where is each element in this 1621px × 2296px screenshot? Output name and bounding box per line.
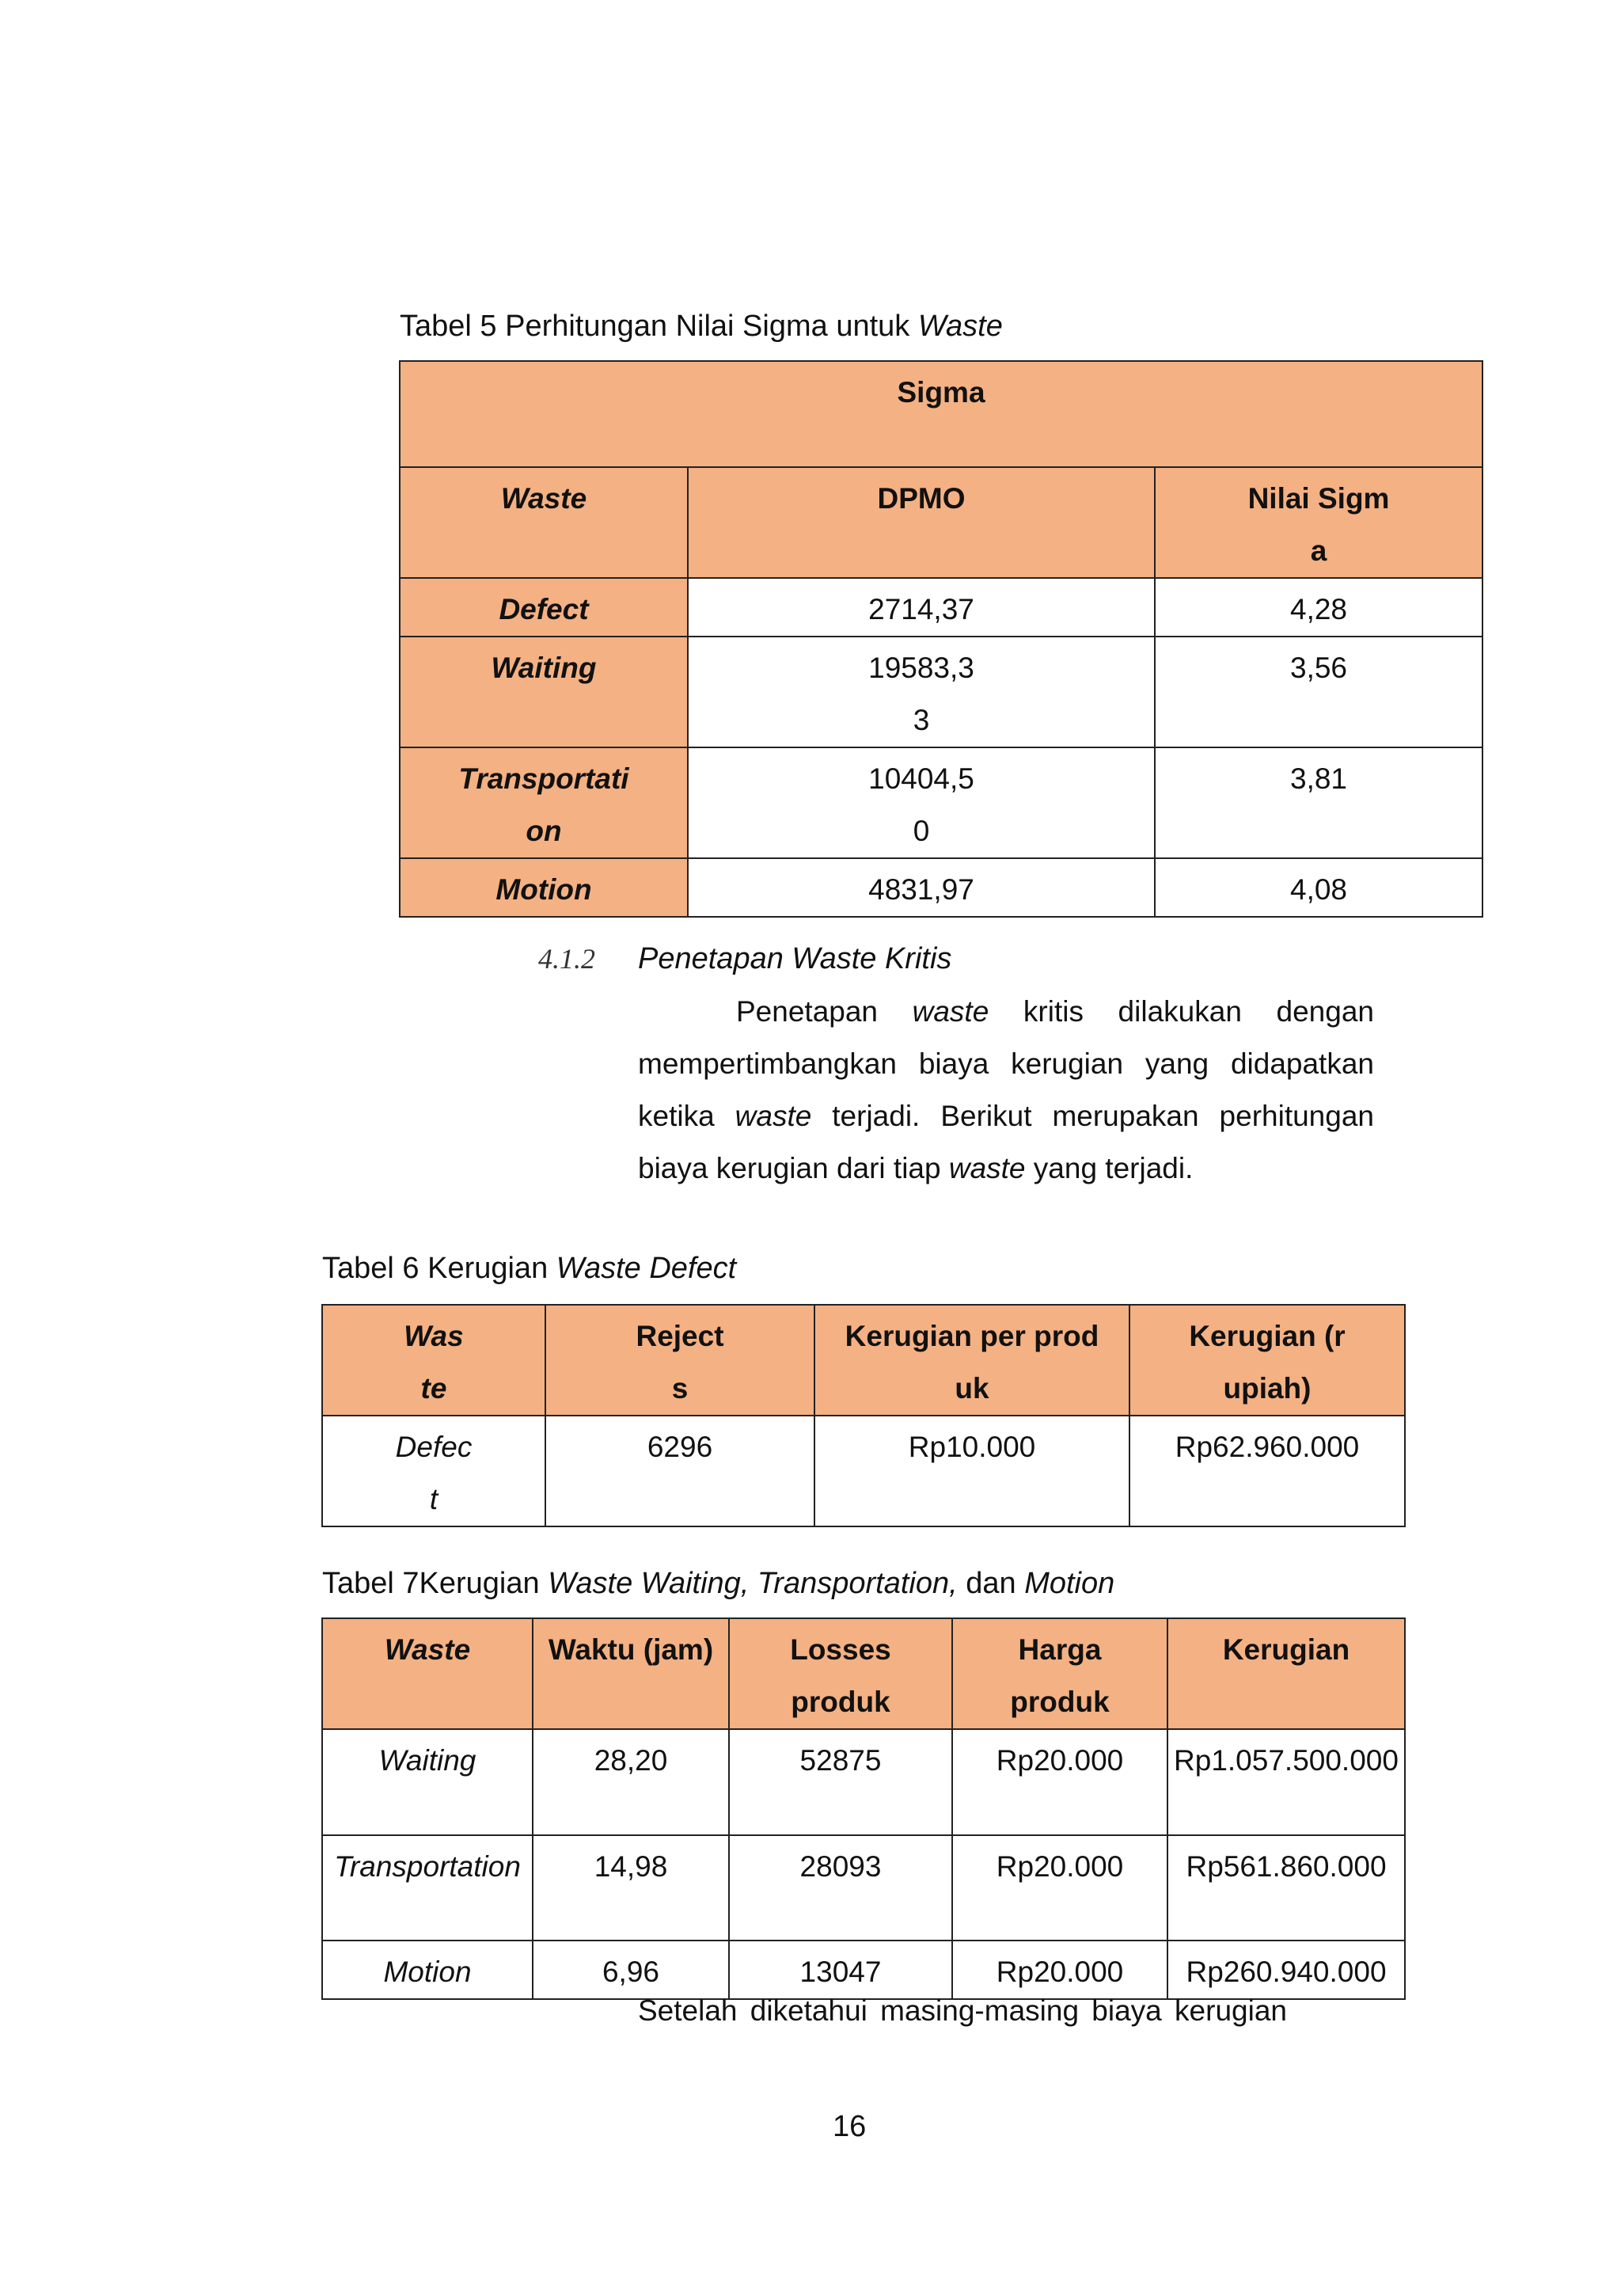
table5-cell-sigma: 4,28 bbox=[1155, 578, 1482, 637]
table6-cell-waste: Defect bbox=[322, 1416, 545, 1526]
table6-header-per-produk: Kerugian per produk bbox=[814, 1305, 1129, 1416]
table-row bbox=[400, 747, 1482, 858]
table5-caption-italic: Waste bbox=[917, 310, 1003, 343]
table5-cell-dpmo: 2714,37 bbox=[688, 578, 1155, 637]
table7-header-waste: Waste bbox=[322, 1618, 533, 1729]
para-text-6: waste bbox=[948, 1152, 1026, 1184]
table7-cell-waste: Motion bbox=[322, 1941, 533, 1999]
table7-cell-waste: Waiting bbox=[322, 1729, 533, 1835]
table5-cell-sigma: 3,56 bbox=[1155, 637, 1482, 747]
table7-caption-part-3: dan bbox=[957, 1567, 1025, 1600]
table6-cell-per-produk: Rp10.000 bbox=[814, 1416, 1129, 1526]
table5-cell-waste: Motion bbox=[400, 858, 688, 917]
para-text-1: Penetapan bbox=[736, 995, 913, 1028]
table6-header-rupiah: Kerugian (rupiah) bbox=[1129, 1305, 1405, 1416]
table-row bbox=[400, 637, 1482, 747]
table7-cell-waktu: 6,96 bbox=[533, 1941, 729, 1999]
table7-cell-harga: Rp20.000 bbox=[952, 1729, 1167, 1835]
table5-cell-dpmo: 10404,50 bbox=[688, 747, 1155, 858]
table7-header-waktu: Waktu (jam) bbox=[533, 1618, 729, 1729]
table5-cell-waste: Defect bbox=[400, 578, 688, 637]
closing-text: Setelah diketahui masing-masing biaya kerugian bbox=[638, 1994, 1287, 2027]
table7-cell-waste: Transportation bbox=[322, 1835, 533, 1941]
page-number: 16 bbox=[833, 2110, 867, 2143]
table6-header-rejects: Rejects bbox=[545, 1305, 814, 1416]
table6-caption bbox=[322, 1251, 736, 1286]
para-text-4: waste bbox=[735, 1100, 812, 1132]
table5-cell-sigma: 3,81 bbox=[1155, 747, 1482, 858]
para-text-7: yang terjadi. bbox=[1025, 1152, 1194, 1184]
table-row bbox=[322, 1729, 1405, 1835]
table5-caption bbox=[400, 309, 1003, 344]
table7-caption-part-2: Waste Waiting, Transportation, bbox=[548, 1567, 958, 1600]
table7-header-kerugian: Kerugian bbox=[1167, 1618, 1405, 1729]
table7-caption-part-1: Tabel 7Kerugian bbox=[322, 1567, 549, 1600]
table6-cell-rupiah: Rp62.960.000 bbox=[1129, 1416, 1405, 1526]
table7-cell-losses: 13047 bbox=[729, 1941, 952, 1999]
para-text-3: kritis dilakukan dengan mempertimbangkan biaya kerugian yang didapatkan ketika bbox=[638, 995, 1374, 1132]
table7-cell-kerugian: Rp561.860.000 bbox=[1167, 1835, 1405, 1941]
table5-cell-sigma: 4,08 bbox=[1155, 858, 1482, 917]
table5-sigma bbox=[399, 360, 1483, 918]
table5-cell-waste: Waiting bbox=[400, 637, 688, 747]
table5-header-dpmo: DPMO bbox=[688, 467, 1155, 578]
para-text-5: terjadi. Berikut merupakan perhitungan biaya kerugian dari tiap bbox=[638, 1100, 1374, 1184]
table5-caption-prefix: Tabel 5 Perhitungan Nilai Sigma untuk bbox=[400, 310, 918, 343]
para-text-2: waste bbox=[912, 995, 989, 1028]
section-number: 4.1.2 bbox=[538, 943, 595, 975]
table5-cell-dpmo: 4831,97 bbox=[688, 858, 1155, 917]
table7-kerugian bbox=[321, 1617, 1406, 2000]
table7-cell-kerugian: Rp1.057.500.000 bbox=[1167, 1729, 1405, 1835]
table6-caption-italic: Waste Defect bbox=[556, 1252, 737, 1285]
table6-cell-rejects: 6296 bbox=[545, 1416, 814, 1526]
table7-cell-losses: 28093 bbox=[729, 1835, 952, 1941]
table6-caption-prefix: Tabel 6 Kerugian bbox=[322, 1252, 556, 1285]
section-paragraph bbox=[638, 986, 1374, 1195]
table7-cell-losses: 52875 bbox=[729, 1729, 952, 1835]
table5-header-sigma: Nilai Sigma bbox=[1155, 467, 1482, 578]
table7-cell-harga: Rp20.000 bbox=[952, 1941, 1167, 1999]
table5-cell-waste: Transportation bbox=[400, 747, 688, 858]
table6-defect bbox=[321, 1304, 1406, 1527]
table7-cell-waktu: 28,20 bbox=[533, 1729, 729, 1835]
table7-cell-kerugian: Rp260.940.000 bbox=[1167, 1941, 1405, 1999]
table-row bbox=[322, 1835, 1405, 1941]
table5-header-top: Sigma bbox=[400, 361, 1482, 467]
table6-header-waste: Waste bbox=[322, 1305, 545, 1416]
table7-header-losses: Losses produk bbox=[729, 1618, 952, 1729]
table7-cell-harga: Rp20.000 bbox=[952, 1835, 1167, 1941]
table-row bbox=[400, 578, 1482, 637]
table5-cell-dpmo: 19583,33 bbox=[688, 637, 1155, 747]
table7-caption-part-4: Motion bbox=[1024, 1567, 1115, 1600]
section-title: Penetapan Waste Kritis bbox=[638, 942, 952, 975]
table7-header-harga: Harga produk bbox=[952, 1618, 1167, 1729]
table7-cell-waktu: 14,98 bbox=[533, 1835, 729, 1941]
table-row bbox=[400, 858, 1482, 917]
table5-header-waste: Waste bbox=[400, 467, 688, 578]
table7-caption bbox=[322, 1566, 1114, 1601]
table-row bbox=[322, 1416, 1405, 1526]
